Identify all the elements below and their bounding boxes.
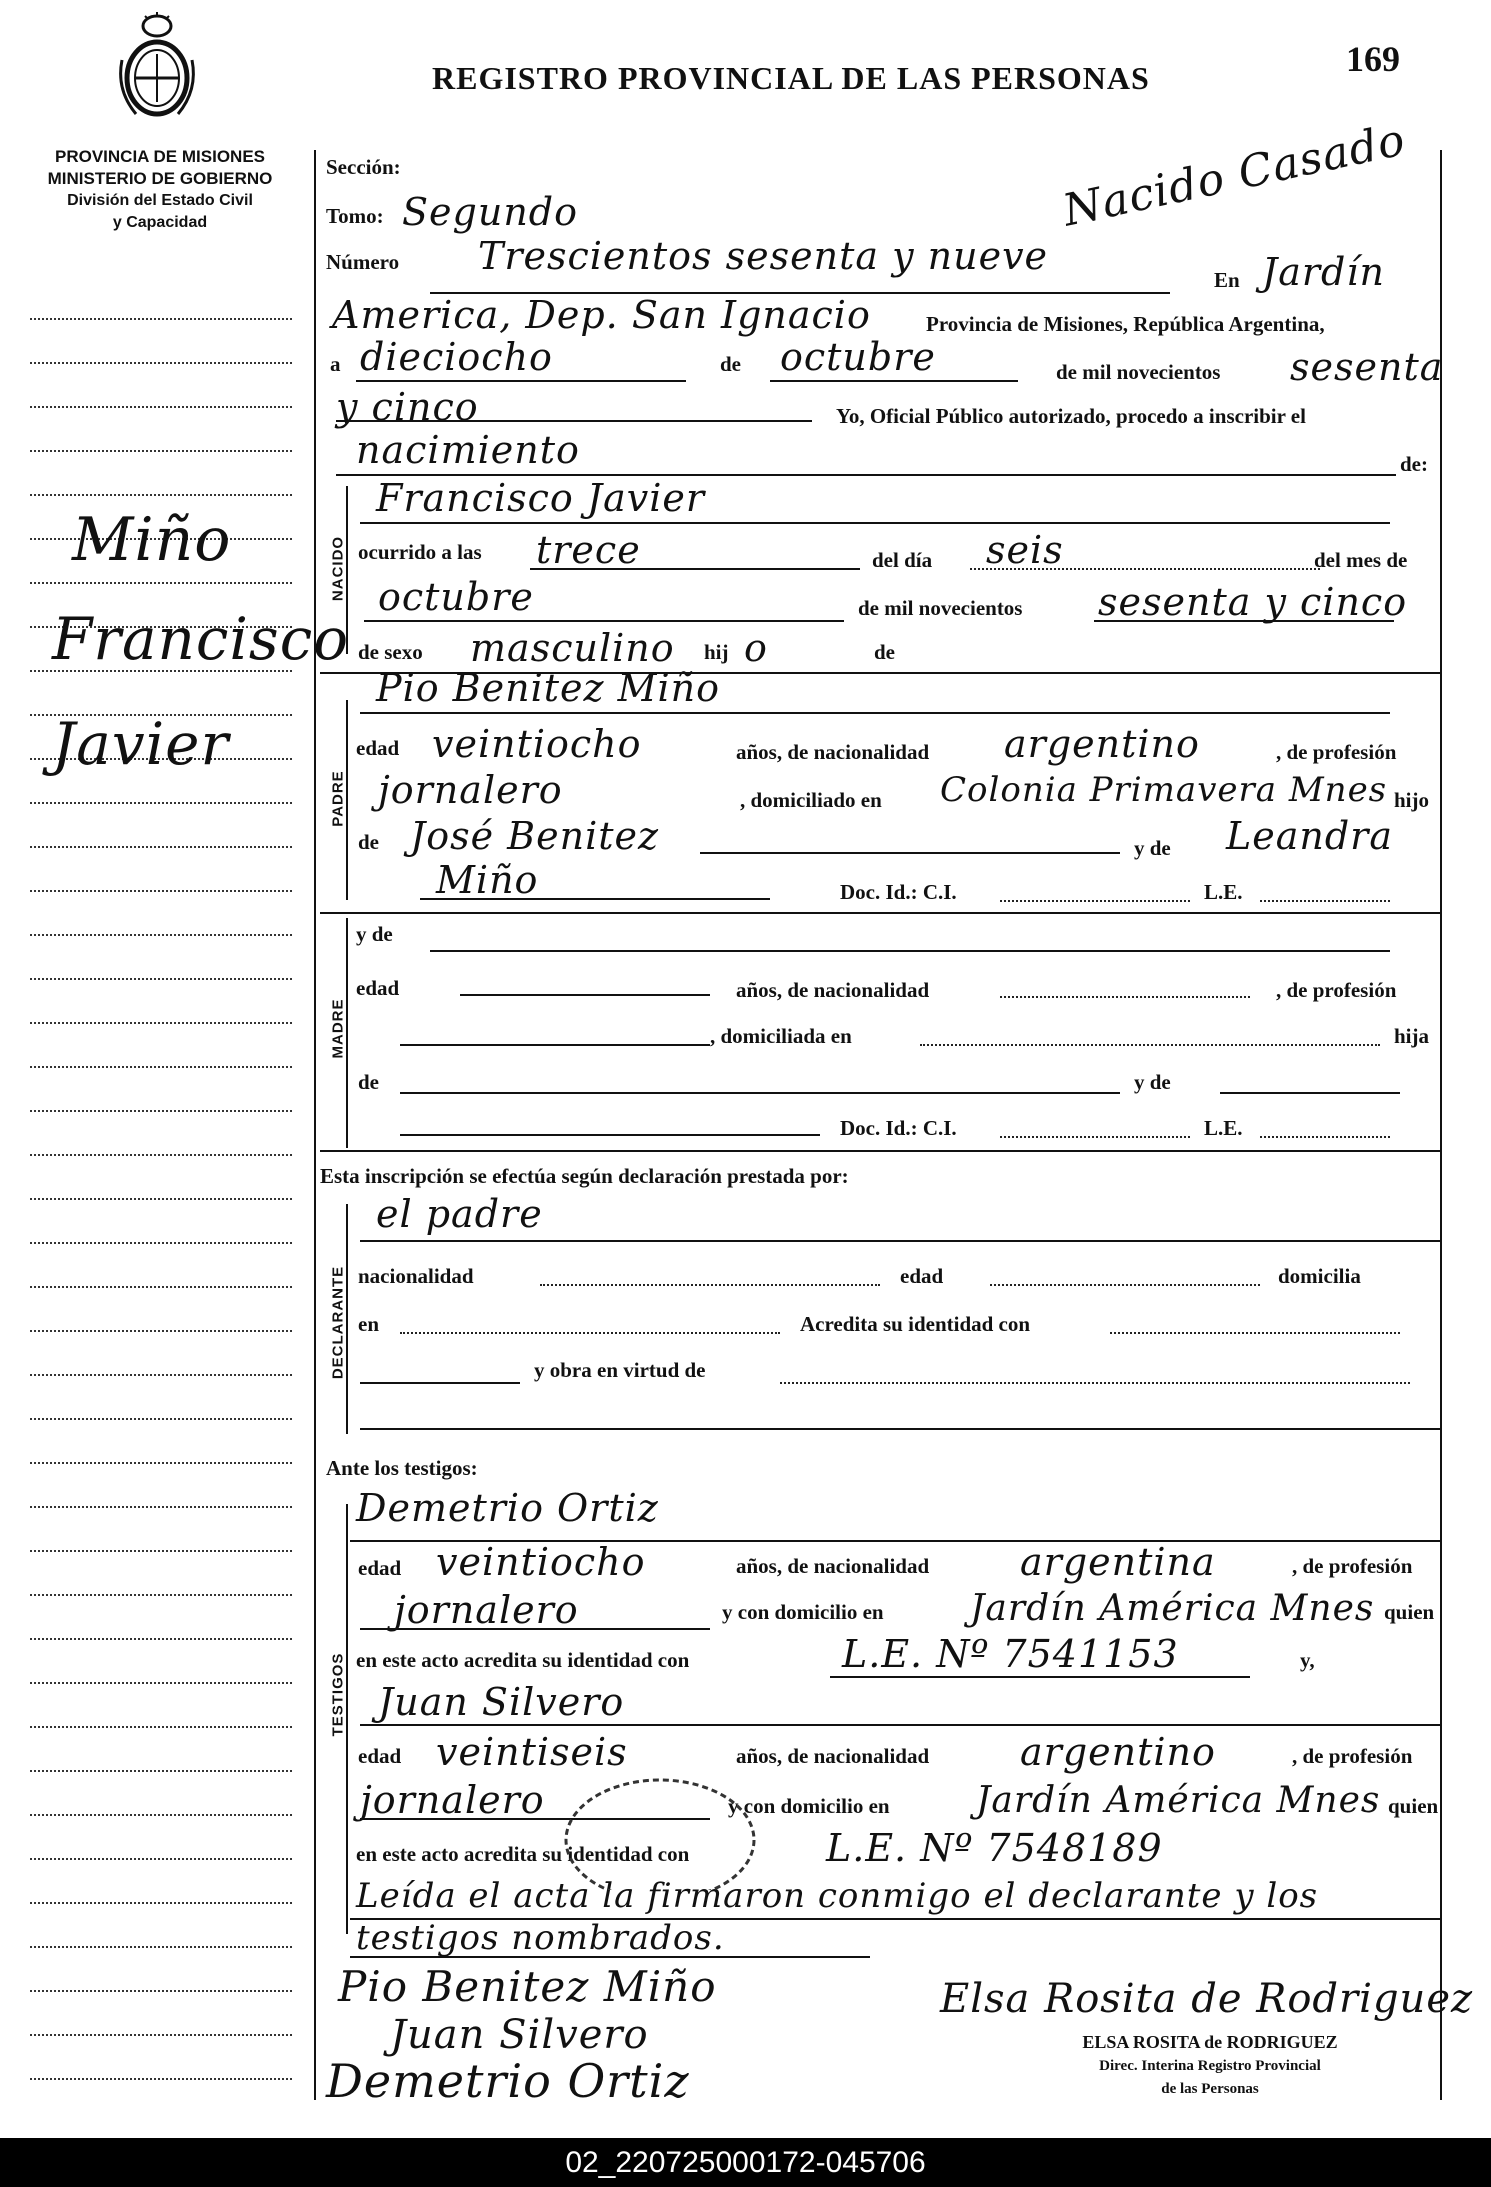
t1-acredita-label: en este acto acredita su identidad con	[356, 1648, 690, 1672]
madre-de-label: de	[358, 1070, 379, 1094]
padre-y-de-label: y de	[1134, 836, 1171, 860]
padre-dom-label: , domiciliado en	[740, 788, 882, 812]
declarante-intro: Esta inscripción se efectúa según declaración prestada por:	[320, 1164, 849, 1188]
t1-dom-label: y con domicilio en	[722, 1600, 884, 1624]
madre-le-label: L.E.	[1204, 1116, 1243, 1140]
madre-prof-label: , de profesión	[1276, 978, 1397, 1002]
testigo2-nombre: Juan Silvero	[378, 1680, 625, 1724]
agency-ministry: MINISTERIO DE GOBIERNO	[47, 169, 273, 188]
del-dia-label: del día	[872, 548, 933, 572]
anio-value-2: y cinco	[336, 385, 479, 429]
form-frame-right	[1440, 150, 1442, 2100]
stamp-name: ELSA ROSITA de RODRIGUEZ	[1082, 2032, 1338, 2052]
agency-division: División del Estado Civil	[67, 192, 253, 209]
tomo-label: Tomo:	[326, 204, 384, 228]
del-mes-label: del mes de	[1314, 548, 1408, 572]
numero-label: Número	[326, 250, 400, 274]
mil-nacimiento-label: de mil novecientos	[858, 596, 1023, 620]
padre-domicilio: Colonia Primavera Mnes	[940, 770, 1388, 810]
agency-block	[20, 146, 300, 234]
madre-dom-label: , domiciliada en	[710, 1024, 852, 1048]
footer-file-id: 02_220725000172-045706	[0, 2138, 1491, 2187]
oficial-text: Yo, Oficial Público autorizado, procedo a inscribir el	[836, 404, 1306, 428]
margin-given-name-1: Francisco	[52, 605, 350, 673]
declarante-nombre: el padre	[376, 1192, 543, 1236]
hijo-label: hij	[704, 640, 729, 664]
sexo-value: masculino	[470, 626, 675, 670]
page-title: REGISTRO PROVINCIAL DE LAS PERSONAS	[432, 60, 1150, 96]
t2-prof-label: , de profesión	[1292, 1744, 1413, 1768]
anio-nacimiento: sesenta y cinco	[1098, 580, 1408, 624]
declarante-dom-label: domicilia	[1278, 1264, 1361, 1288]
abuela-nombre-2: Miño	[436, 858, 539, 902]
padre-section-label: PADRE	[329, 770, 347, 827]
t1-quien-label: quien	[1384, 1600, 1435, 1624]
t1-y-label: y,	[1300, 1648, 1315, 1672]
testigos-intro: Ante los testigos:	[326, 1456, 478, 1480]
testigo1-nacionalidad: argentina	[1020, 1540, 1216, 1584]
madre-nac-label: años, de nacionalidad	[736, 978, 930, 1002]
declarante-edad-label: edad	[900, 1264, 944, 1288]
testigo2-documento: L.E. Nº 7548189	[826, 1826, 1163, 1870]
madre-y-de2-label: y de	[1134, 1070, 1171, 1094]
padre-edad-label: edad	[356, 736, 400, 760]
padre-prof-label: , de profesión	[1276, 740, 1397, 764]
tomo-value: Segundo	[402, 190, 578, 234]
dia-nacimiento: seis	[986, 528, 1064, 572]
padre-nacionalidad: argentino	[1004, 722, 1200, 766]
declarante-nac-label: nacionalidad	[358, 1264, 474, 1288]
anio-value-1: sesenta	[1290, 345, 1444, 389]
testigo2-nacionalidad: argentino	[1020, 1730, 1216, 1774]
firma-declarante: Pio Benitez Miño	[338, 1962, 717, 2011]
padre-profesion: jornalero	[378, 768, 563, 812]
abuelo-nombre: José Benitez	[410, 814, 659, 858]
madre-edad-label: edad	[356, 976, 400, 1000]
testigo2-edad: veintiseis	[436, 1730, 628, 1774]
ocurrido-label: ocurrido a las	[358, 540, 482, 564]
corner-annotation: Nacido Casado	[1058, 114, 1410, 237]
cierre-linea-1: Leída el acta la firmaron conmigo el declarante y los	[356, 1876, 1319, 1916]
nacido-section-label: NACIDO	[329, 535, 347, 602]
padre-le-label: L.E.	[1204, 880, 1243, 904]
lugar-value-1: Jardín	[1262, 250, 1386, 294]
testigo2-profesion: jornalero	[360, 1778, 545, 1822]
numero-value: Trescientos sesenta y nueve	[478, 234, 1049, 278]
de-label: de	[720, 352, 741, 376]
stamp-title: Direc. Interina Registro Provincial	[1099, 2058, 1321, 2074]
abuela-nombre-1: Leandra	[1226, 814, 1393, 858]
t1-nac-label: años, de nacionalidad	[736, 1554, 930, 1578]
madre-section-label: MADRE	[329, 998, 347, 1059]
t2-quien-label: quien	[1388, 1794, 1439, 1818]
mil-label: de mil novecientos	[1056, 360, 1221, 384]
margin-surname: Miño	[72, 505, 232, 575]
t2-nac-label: años, de nacionalidad	[736, 1744, 930, 1768]
t2-dom-label: y con domicilio en	[728, 1794, 890, 1818]
margin-given-name-2: Javier	[52, 710, 230, 778]
hijo-suffix: o	[744, 626, 768, 670]
madre-hija-label: hija	[1394, 1024, 1430, 1048]
cierre-linea-2: testigos nombrados.	[356, 1918, 725, 1958]
declarante-en-label: en	[358, 1312, 379, 1336]
testigos-section-label: TESTIGOS	[329, 1652, 347, 1737]
official-seal-stamp	[560, 1760, 760, 1890]
declarante-section-label: DECLARANTE	[329, 1265, 347, 1380]
padre-edad: veintiocho	[432, 722, 642, 766]
padre-hijo-label: hijo	[1394, 788, 1430, 812]
stamp-office: de las Personas	[1161, 2081, 1259, 2097]
padre-doc-label: Doc. Id.: C.I.	[840, 880, 957, 904]
nacido-nombre: Francisco Javier	[376, 476, 705, 520]
madre-y-de-label: y de	[356, 922, 393, 946]
firma-testigo-2: Juan Silvero	[390, 2012, 649, 2058]
t1-edad-label: edad	[358, 1556, 402, 1580]
t1-prof-label: , de profesión	[1292, 1554, 1413, 1578]
testigo1-documento: L.E. Nº 7541153	[842, 1632, 1179, 1676]
t2-acredita-label: en este acto acredita su identidad con	[356, 1842, 690, 1866]
nacido-de-label: de	[874, 640, 895, 664]
testigo1-profesion: jornalero	[394, 1588, 579, 1632]
seccion-label: Sección:	[326, 155, 401, 179]
padre-nac-label: años, de nacionalidad	[736, 740, 930, 764]
coat-of-arms	[112, 10, 202, 122]
mes-nacimiento: octubre	[378, 575, 534, 619]
hora-value: trece	[536, 528, 641, 572]
firma-testigo-1: Demetrio Ortiz	[326, 2054, 690, 2108]
padre-de-label: de	[358, 830, 379, 854]
testigo2-domicilio: Jardín América Mnes	[976, 1780, 1381, 1821]
t2-edad-label: edad	[358, 1744, 402, 1768]
testigo1-nombre: Demetrio Ortiz	[356, 1486, 659, 1530]
de-colon-label: de:	[1400, 452, 1428, 476]
page-number: 169	[1346, 39, 1400, 79]
sexo-label: de sexo	[358, 640, 423, 664]
mes-value: octubre	[780, 335, 936, 379]
dia-value: dieciocho	[360, 335, 553, 379]
firma-oficial: Elsa Rosita de Rodriguez	[940, 1976, 1474, 2022]
en-label: En	[1214, 268, 1240, 292]
testigo1-edad: veintiocho	[436, 1540, 646, 1584]
provincia-text: Provincia de Misiones, República Argentina,	[926, 312, 1325, 336]
acredita-label: Acredita su identidad con	[800, 1312, 1031, 1336]
obra-label: y obra en virtud de	[534, 1358, 706, 1382]
acto-value: nacimiento	[356, 428, 580, 472]
lugar-value-2: America, Dep. San Ignacio	[332, 293, 871, 337]
madre-doc-label: Doc. Id.: C.I.	[840, 1116, 957, 1140]
form-frame-left	[314, 150, 316, 2100]
agency-capacity: y Capacidad	[112, 214, 208, 231]
padre-nombre: Pio Benitez Miño	[376, 666, 720, 710]
a-label: a	[330, 352, 341, 376]
official-stamp	[1010, 2030, 1410, 2100]
agency-province: PROVINCIA DE MISIONES	[54, 147, 265, 166]
testigo1-domicilio: Jardín América Mnes	[970, 1588, 1375, 1629]
